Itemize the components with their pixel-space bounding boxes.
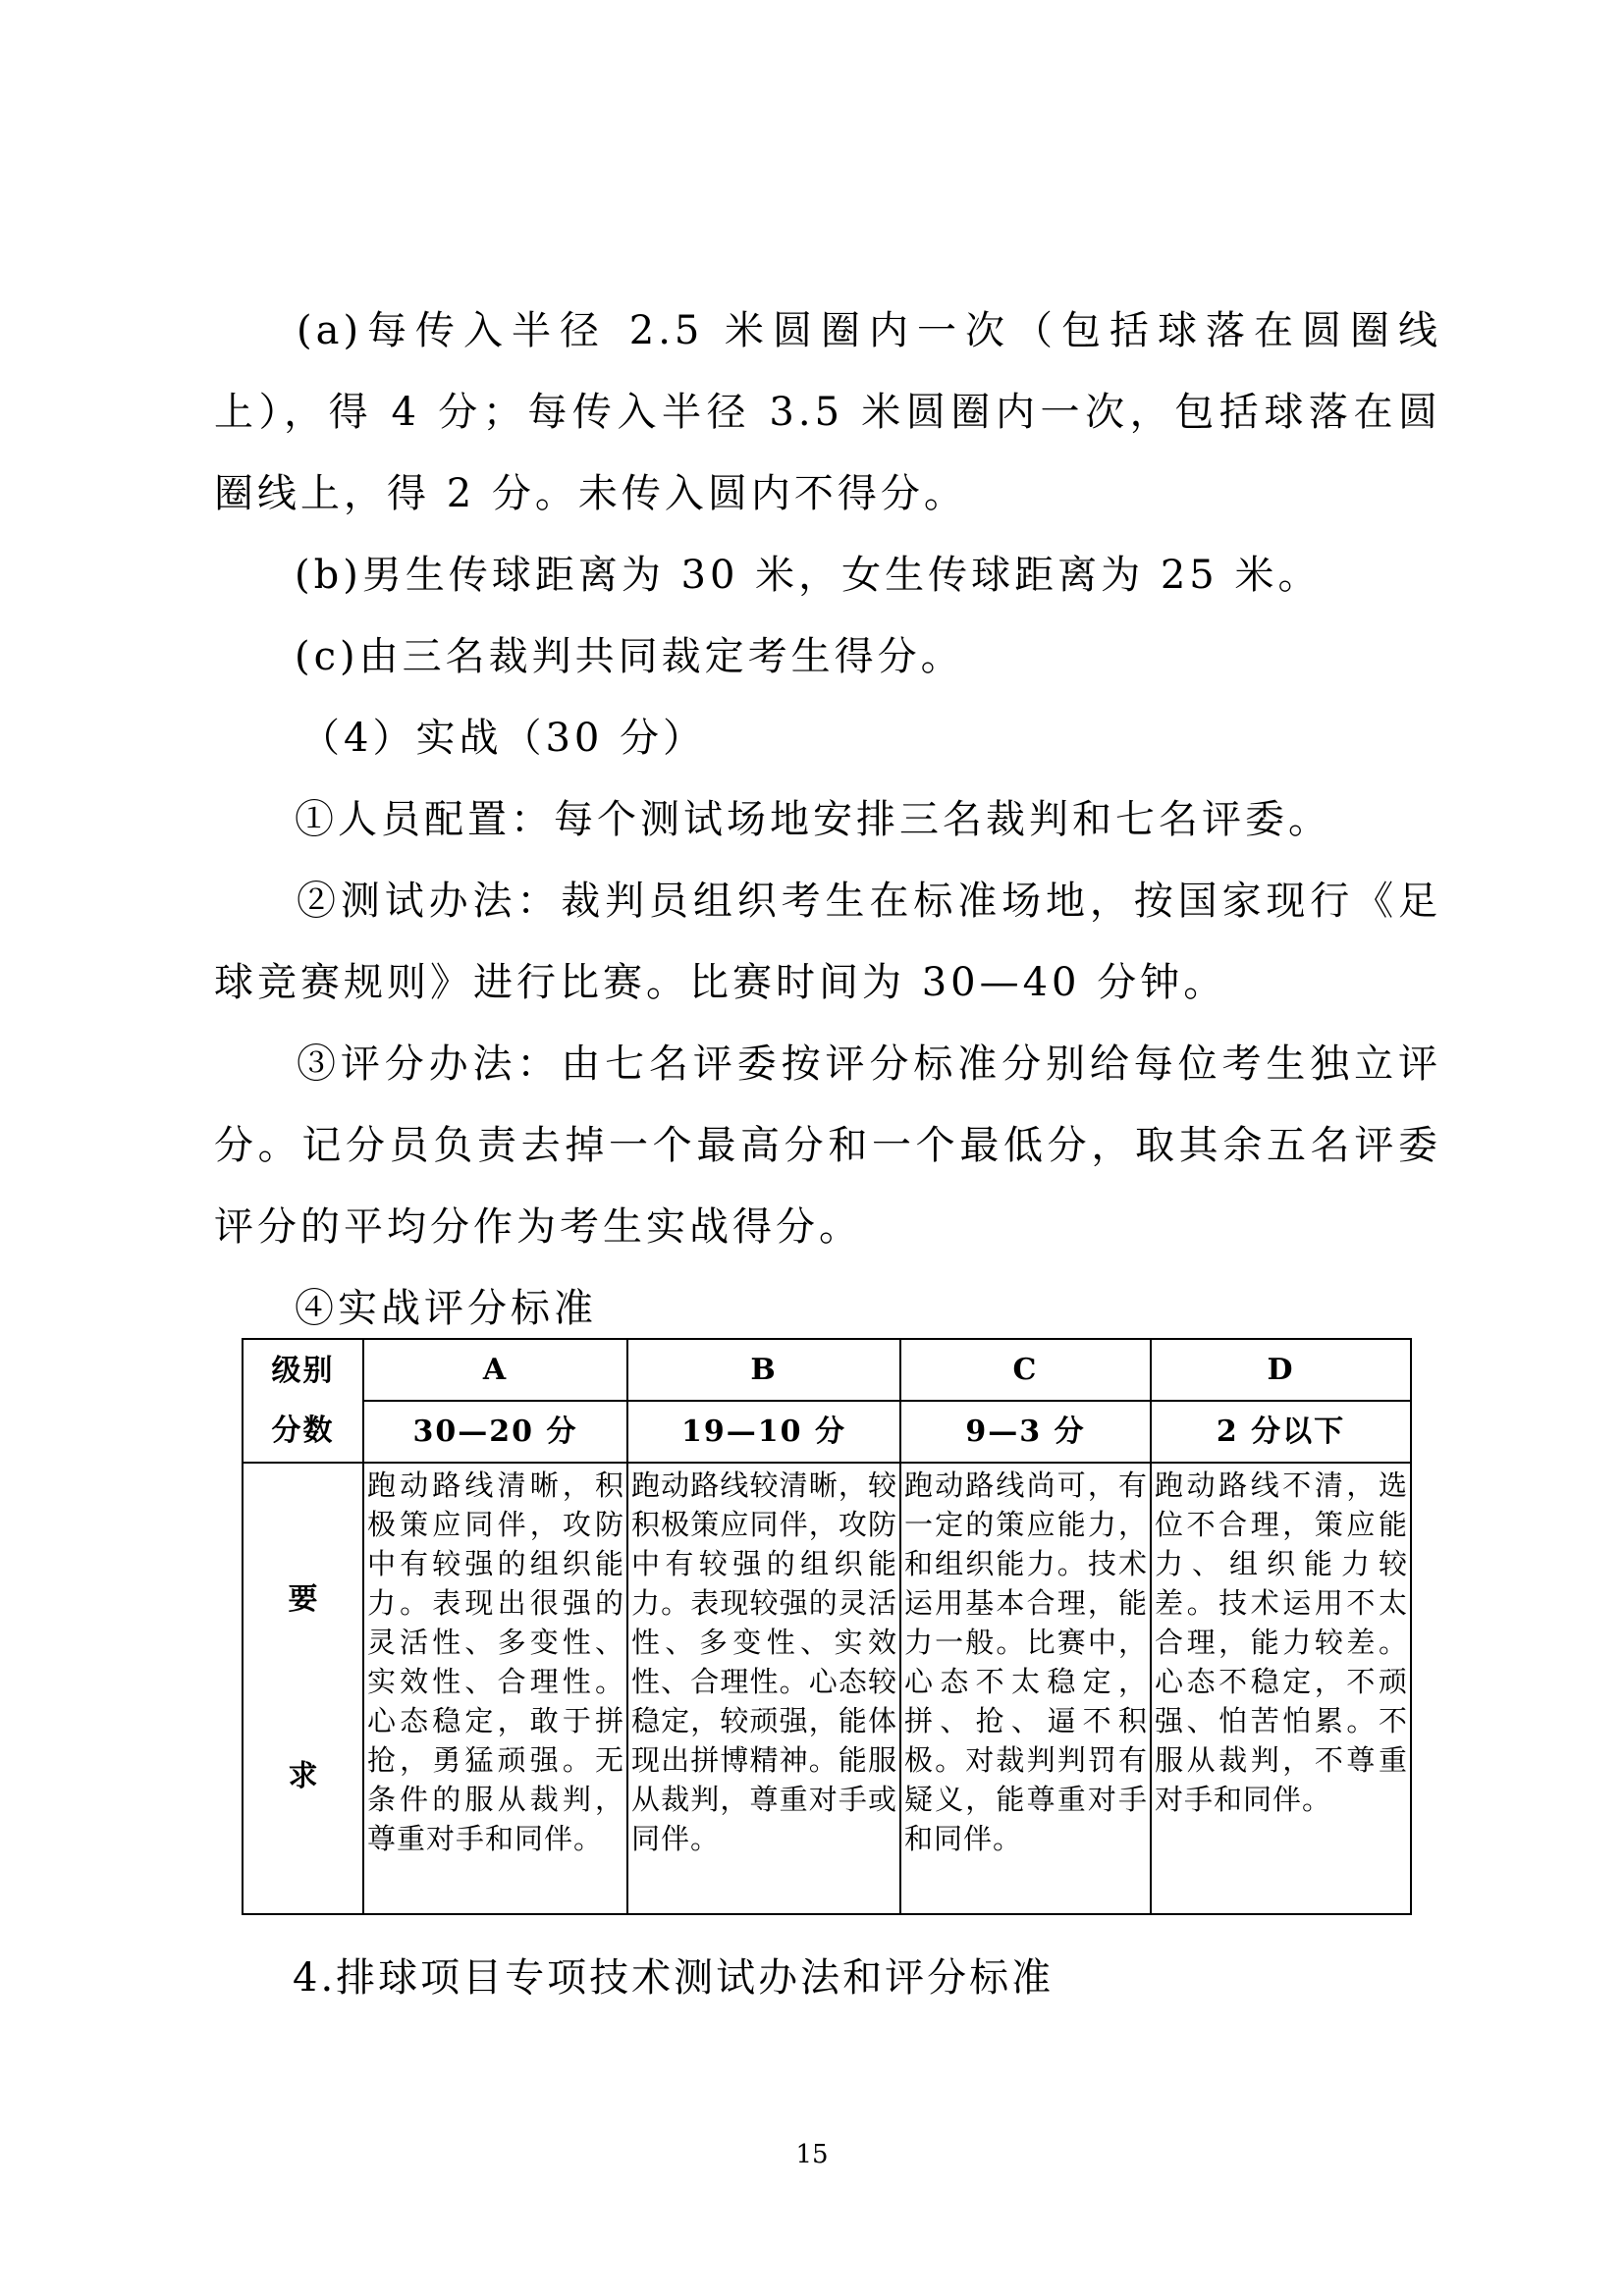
volleyball-section-heading: 4.排球项目专项技术测试办法和评分标准	[293, 1955, 1055, 2001]
requirements-label-char-1: 要	[288, 1582, 318, 1617]
requirement-b: 跑动路线较清晰，较积极策应同伴，攻防中有较强的组织能力。表现较强的灵活性、多变性、实效性、合理性。心态较稳定，较顽强，能体现出拼博精神。能服从裁判，尊重对手或同伴。	[627, 1463, 900, 1914]
requirements-label-cell	[243, 1463, 363, 1914]
scoring-method-paragraph: ③评分办法：由七名评委按评分标准分别给每位考生独立评分。记分员负责去掉一个最高分和一个最低分，取其余五名评委评分的平均分作为考生实战得分。	[214, 1041, 1441, 1250]
level-a: A	[363, 1339, 627, 1401]
requirements-label-char-2: 求	[288, 1759, 318, 1793]
requirement-c: 跑动路线尚可，有一定的策应能力，和组织能力。技术运用基本合理，能力一般。比赛中，心态不太稳定，拼、抢、逼不积极。对裁判判罚有疑义，能尊重对手和同伴。	[900, 1463, 1151, 1914]
staffing-paragraph: ①人员配置：每个测试场地安排三名裁判和七名评委。	[295, 797, 1331, 842]
table-row-requirements	[243, 1463, 1411, 1914]
requirement-a: 跑动路线清晰，积极策应同伴，攻防中有较强的组织能力。表现出很强的灵活性、多变性、实效性、合理性。心态稳定，敢于拼抢，勇猛顽强。无条件的服从裁判，尊重对手和同伴。	[363, 1463, 627, 1914]
score-range-c: 9—3 分	[900, 1401, 1151, 1463]
level-label: 级别	[271, 1354, 335, 1388]
level-score-label-cell	[243, 1339, 363, 1463]
paragraph-c: (c)由三名裁判共同裁定考生得分。	[295, 634, 964, 679]
score-range-a: 30—20 分	[363, 1401, 627, 1463]
requirement-d: 跑动路线不清，选位不合理，策应能力、组织能力较差。技术运用不太合理，能力较差。心态不稳定，不顽强、怕苦怕累。不服从裁判，不尊重对手和同伴。	[1151, 1463, 1411, 1914]
item-4-heading: （4）实战（30 分）	[300, 716, 707, 761]
level-c: C	[900, 1339, 1151, 1401]
table-row-scores	[243, 1401, 1411, 1463]
paragraph-b: (b)男生传球距离为 30 米，女生传球距离为 25 米。	[295, 553, 1322, 598]
score-range-d: 2 分以下	[1151, 1401, 1411, 1463]
table-row-levels	[243, 1339, 1411, 1401]
score-label: 分数	[271, 1414, 335, 1448]
scoring-standard-title: ④实战评分标准	[295, 1286, 597, 1331]
score-range-b: 19—10 分	[627, 1401, 900, 1463]
scoring-standard-table	[242, 1338, 1412, 1915]
paragraph-a: (a)每传入半径 2.5 米圆圈内一次（包括球落在圆圈线上），得 4 分；每传入半径 3.5 米圆圈内一次，包括球落在圆圈线上，得 2 分。未传入圆内不得分。	[214, 308, 1441, 516]
level-b: B	[627, 1339, 900, 1401]
level-d: D	[1151, 1339, 1411, 1401]
test-method-paragraph: ②测试办法：裁判员组织考生在标准场地，按国家现行《足球竞赛规则》进行比赛。比赛时间为 30—40 分钟。	[214, 879, 1441, 1005]
page-number: 15	[795, 2140, 829, 2169]
